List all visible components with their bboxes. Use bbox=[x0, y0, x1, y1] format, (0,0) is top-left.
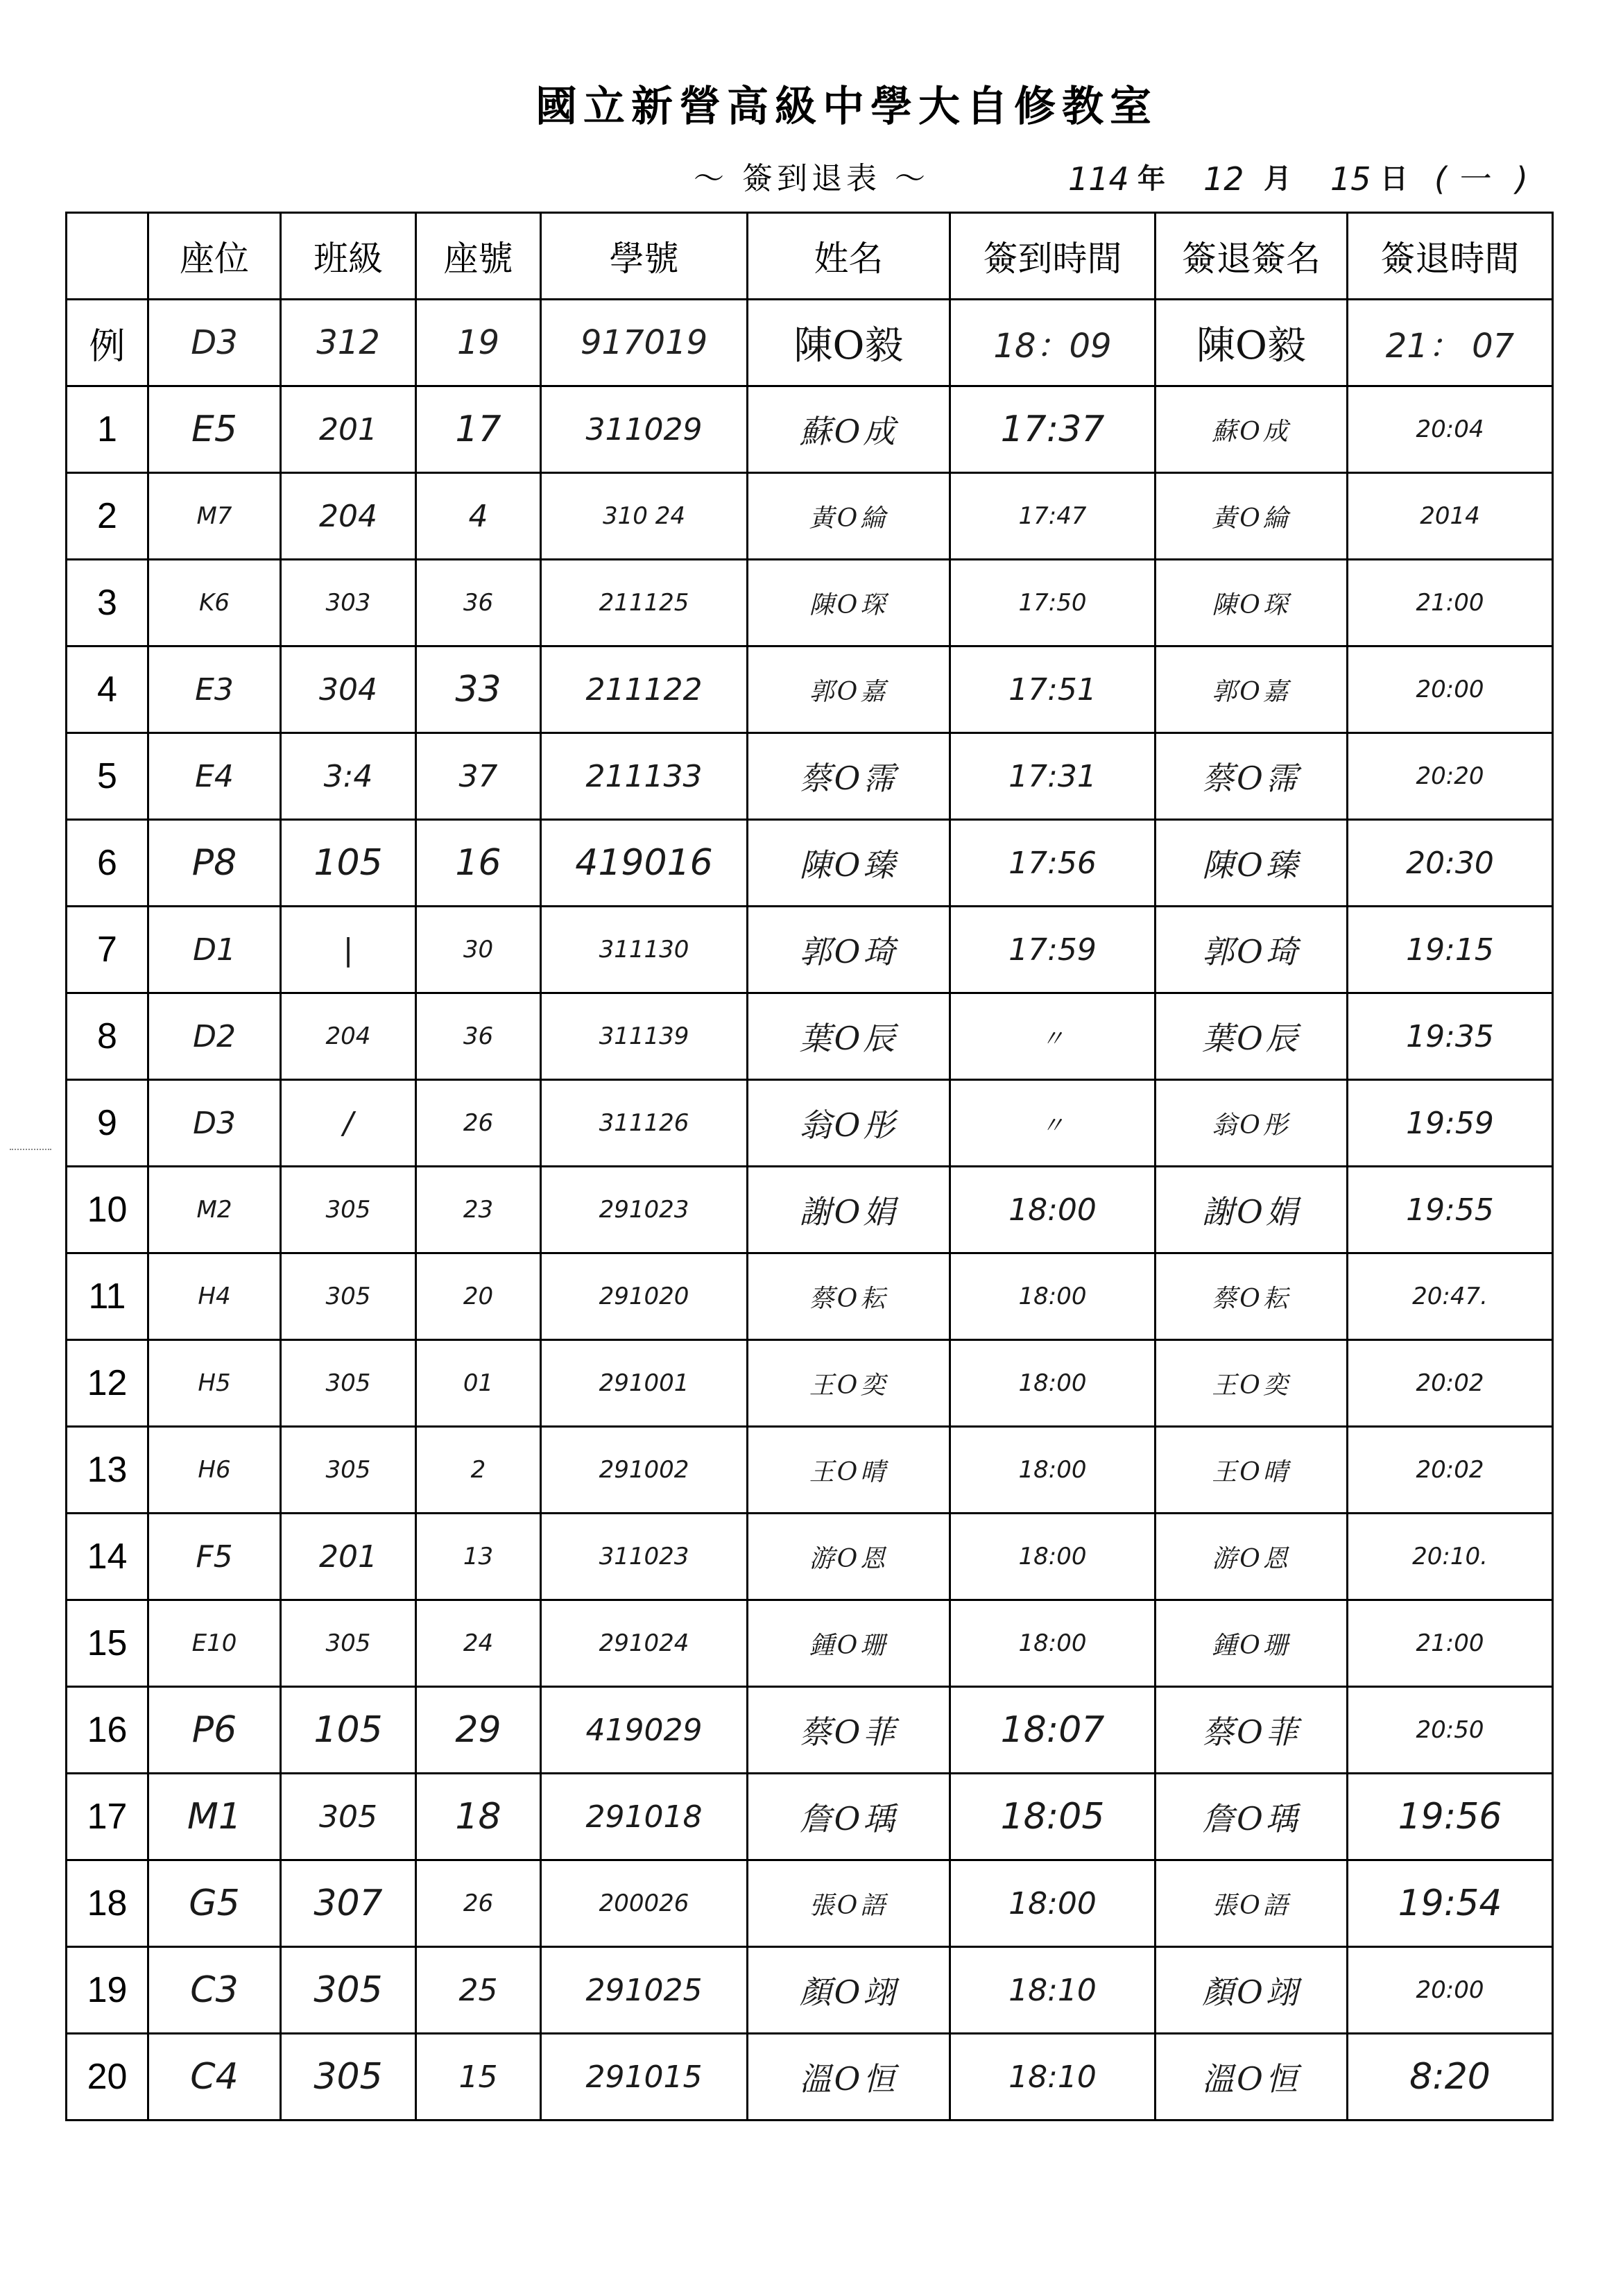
row-index: 18 bbox=[67, 1860, 148, 1947]
row-index: 16 bbox=[67, 1687, 148, 1774]
student-id-cell[interactable]: 311023 bbox=[541, 1514, 748, 1600]
seat-cell[interactable]: H6 bbox=[148, 1427, 281, 1514]
seat-cell[interactable]: P6 bbox=[148, 1687, 281, 1774]
checkout-time-cell[interactable]: 21:00 bbox=[1348, 560, 1553, 646]
student-id-cell[interactable]: 291023 bbox=[541, 1167, 748, 1253]
sheet-title: 國立新營高級中學大自修教室 bbox=[535, 83, 1158, 131]
name-cell[interactable]: 王O晴 bbox=[748, 1427, 950, 1514]
class-cell[interactable]: 305 bbox=[281, 1427, 416, 1514]
number-cell[interactable]: 2 bbox=[416, 1427, 541, 1514]
class-cell[interactable]: 201 bbox=[281, 386, 416, 473]
student-id-cell[interactable]: 200026 bbox=[541, 1860, 748, 1947]
name-cell[interactable]: 詹O瑀 bbox=[748, 1774, 950, 1860]
seat-cell[interactable]: G5 bbox=[148, 1860, 281, 1947]
number-cell[interactable]: 26 bbox=[416, 1860, 541, 1947]
row-index: 13 bbox=[67, 1427, 148, 1514]
table-row bbox=[67, 1860, 1553, 1947]
checkout-signature-cell[interactable]: 蘇O成 bbox=[1156, 386, 1348, 473]
example-name: 陳O毅 bbox=[748, 300, 950, 386]
checkin-time-cell[interactable]: 〃 bbox=[950, 1080, 1156, 1167]
table-row bbox=[67, 733, 1553, 820]
student-id-cell[interactable]: 311130 bbox=[541, 907, 748, 993]
row-index: 1 bbox=[67, 386, 148, 473]
example-seat: D3 bbox=[148, 300, 281, 386]
table-row bbox=[67, 1080, 1553, 1167]
checkout-signature-cell[interactable]: 溫O恒 bbox=[1156, 2034, 1348, 2121]
class-cell[interactable]: 307 bbox=[281, 1860, 416, 1947]
seat-cell[interactable]: D1 bbox=[148, 907, 281, 993]
table-row bbox=[67, 1947, 1553, 2034]
row-index: 11 bbox=[67, 1253, 148, 1340]
table-row bbox=[67, 2034, 1553, 2121]
student-id-cell[interactable]: 291024 bbox=[541, 1600, 748, 1687]
student-id-cell[interactable]: 419029 bbox=[541, 1687, 748, 1774]
seat-cell[interactable]: E10 bbox=[148, 1600, 281, 1687]
seat-cell[interactable]: C4 bbox=[148, 2034, 281, 2121]
table-row bbox=[67, 907, 1553, 993]
number-cell[interactable]: 29 bbox=[416, 1687, 541, 1774]
row-index: 12 bbox=[67, 1340, 148, 1427]
name-cell[interactable]: 葉O辰 bbox=[748, 993, 950, 1080]
table-row bbox=[67, 1774, 1553, 1860]
seat-cell[interactable]: C3 bbox=[148, 1947, 281, 2034]
checkout-time-cell[interactable]: 20:02 bbox=[1348, 1427, 1553, 1514]
name-cell[interactable]: 蘇O成 bbox=[748, 386, 950, 473]
date-month: 12 bbox=[1203, 160, 1244, 198]
name-cell[interactable]: 郭O嘉 bbox=[748, 646, 950, 733]
checkout-signature-cell[interactable]: 郭O琦 bbox=[1156, 907, 1348, 993]
table-row bbox=[67, 820, 1553, 907]
number-cell[interactable]: 33 bbox=[416, 646, 541, 733]
checkin-time-cell[interactable]: 18:00 bbox=[950, 1514, 1156, 1600]
table-row bbox=[67, 1340, 1553, 1427]
header-seat: 座位 bbox=[148, 213, 281, 300]
example-number: 19 bbox=[416, 300, 541, 386]
student-id-cell[interactable]: 310 24 bbox=[541, 473, 748, 560]
checkin-time-cell[interactable]: 17:50 bbox=[950, 560, 1156, 646]
checkout-signature-cell[interactable]: 陳O琛 bbox=[1156, 560, 1348, 646]
number-cell[interactable]: 23 bbox=[416, 1167, 541, 1253]
checkout-signature-cell[interactable]: 游O恩 bbox=[1156, 1514, 1348, 1600]
date-weekday-close: ) bbox=[1515, 160, 1528, 198]
seat-cell[interactable]: K6 bbox=[148, 560, 281, 646]
seat-cell[interactable]: H5 bbox=[148, 1340, 281, 1427]
seat-cell[interactable]: E4 bbox=[148, 733, 281, 820]
row-index: 15 bbox=[67, 1600, 148, 1687]
checkout-time-cell[interactable]: 20:47. bbox=[1348, 1253, 1553, 1340]
table-row bbox=[67, 386, 1553, 473]
row-index: 2 bbox=[67, 473, 148, 560]
checkout-time-cell[interactable]: 20:10. bbox=[1348, 1514, 1553, 1600]
number-cell[interactable]: 13 bbox=[416, 1514, 541, 1600]
name-cell[interactable]: 謝O娟 bbox=[748, 1167, 950, 1253]
checkout-time-cell[interactable]: 20:50 bbox=[1348, 1687, 1553, 1774]
name-cell[interactable]: 蔡O菲 bbox=[748, 1687, 950, 1774]
number-cell[interactable]: 36 bbox=[416, 560, 541, 646]
checkout-signature-cell[interactable]: 蔡O霈 bbox=[1156, 733, 1348, 820]
class-cell[interactable]: 303 bbox=[281, 560, 416, 646]
signin-table bbox=[65, 212, 1554, 2121]
class-cell[interactable]: 204 bbox=[281, 993, 416, 1080]
checkout-time-cell[interactable]: 19:59 bbox=[1348, 1080, 1553, 1167]
number-cell[interactable]: 16 bbox=[416, 820, 541, 907]
checkout-time-cell[interactable]: 20:00 bbox=[1348, 1947, 1553, 2034]
checkin-time-cell[interactable]: 18:00 bbox=[950, 1167, 1156, 1253]
checkout-signature-cell[interactable]: 王O晴 bbox=[1156, 1427, 1348, 1514]
header-index bbox=[67, 213, 148, 300]
class-cell[interactable]: 105 bbox=[281, 1687, 416, 1774]
seat-cell[interactable]: M1 bbox=[148, 1774, 281, 1860]
row-index: 9 bbox=[67, 1080, 148, 1167]
class-cell[interactable]: 304 bbox=[281, 646, 416, 733]
student-id-cell[interactable]: 419016 bbox=[541, 820, 748, 907]
name-cell[interactable]: 蔡O耘 bbox=[748, 1253, 950, 1340]
table-row bbox=[67, 1687, 1553, 1774]
checkout-time-cell[interactable]: 19:54 bbox=[1348, 1860, 1553, 1947]
seat-cell[interactable]: F5 bbox=[148, 1514, 281, 1600]
table-row bbox=[67, 646, 1553, 733]
student-id-cell[interactable]: 291025 bbox=[541, 1947, 748, 2034]
checkin-time-cell[interactable]: 18:00 bbox=[950, 1340, 1156, 1427]
example-checkin-time: 18：09 bbox=[950, 300, 1156, 386]
class-cell[interactable]: 305 bbox=[281, 1600, 416, 1687]
number-cell[interactable]: 20 bbox=[416, 1253, 541, 1340]
table-row bbox=[67, 1427, 1553, 1514]
checkout-signature-cell[interactable]: 張O語 bbox=[1156, 1860, 1348, 1947]
row-index: 7 bbox=[67, 907, 148, 993]
example-checkout-signature: 陳O毅 bbox=[1156, 300, 1348, 386]
table-row bbox=[67, 1167, 1553, 1253]
checkout-signature-cell[interactable]: 蔡O菲 bbox=[1156, 1687, 1348, 1774]
row-index: 8 bbox=[67, 993, 148, 1080]
number-cell[interactable]: 4 bbox=[416, 473, 541, 560]
checkout-time-cell[interactable]: 20:00 bbox=[1348, 646, 1553, 733]
checkin-time-cell[interactable]: 18:00 bbox=[950, 1253, 1156, 1340]
student-id-cell[interactable]: 291018 bbox=[541, 1774, 748, 1860]
student-id-cell[interactable]: 311126 bbox=[541, 1080, 748, 1167]
name-cell[interactable]: 張O語 bbox=[748, 1860, 950, 1947]
checkin-time-cell[interactable]: 17:47 bbox=[950, 473, 1156, 560]
checkout-time-cell[interactable]: 19:56 bbox=[1348, 1774, 1553, 1860]
class-cell[interactable]: 305 bbox=[281, 1774, 416, 1860]
seat-cell[interactable]: E3 bbox=[148, 646, 281, 733]
number-cell[interactable]: 26 bbox=[416, 1080, 541, 1167]
checkout-signature-cell[interactable]: 顏O翊 bbox=[1156, 1947, 1348, 2034]
checkout-signature-cell[interactable]: 鍾O珊 bbox=[1156, 1600, 1348, 1687]
row-index: 5 bbox=[67, 733, 148, 820]
name-cell[interactable]: 游O恩 bbox=[748, 1514, 950, 1600]
header-checkout-time: 簽退時間 bbox=[1348, 213, 1553, 300]
seat-cell[interactable]: M2 bbox=[148, 1167, 281, 1253]
checkin-time-cell[interactable]: 18:00 bbox=[950, 1600, 1156, 1687]
number-cell[interactable]: 25 bbox=[416, 1947, 541, 2034]
checkout-signature-cell[interactable]: 翁O彤 bbox=[1156, 1080, 1348, 1167]
checkout-time-cell[interactable]: 19:55 bbox=[1348, 1167, 1553, 1253]
seat-cell[interactable]: M7 bbox=[148, 473, 281, 560]
name-cell[interactable]: 陳O琛 bbox=[748, 560, 950, 646]
name-cell[interactable]: 溫O恒 bbox=[748, 2034, 950, 2121]
checkin-time-cell[interactable]: 17:37 bbox=[950, 386, 1156, 473]
checkout-signature-cell[interactable]: 黃O綸 bbox=[1156, 473, 1348, 560]
number-cell[interactable]: 01 bbox=[416, 1340, 541, 1427]
header-checkin-time: 簽到時間 bbox=[950, 213, 1156, 300]
checkin-time-cell[interactable]: 18:07 bbox=[950, 1687, 1156, 1774]
class-cell[interactable]: 305 bbox=[281, 1340, 416, 1427]
table-row bbox=[67, 1600, 1553, 1687]
example-label: 例 bbox=[67, 300, 148, 386]
example-student-id: 917019 bbox=[541, 300, 748, 386]
table-row bbox=[67, 560, 1553, 646]
name-cell[interactable]: 黃O綸 bbox=[748, 473, 950, 560]
checkout-time-cell[interactable]: 20:30 bbox=[1348, 820, 1553, 907]
number-cell[interactable]: 24 bbox=[416, 1600, 541, 1687]
checkin-time-cell[interactable]: 18:00 bbox=[950, 1427, 1156, 1514]
date-day-label: 日 bbox=[1380, 162, 1408, 195]
student-id-cell[interactable]: 291002 bbox=[541, 1427, 748, 1514]
table-row bbox=[67, 1514, 1553, 1600]
checkout-signature-cell[interactable]: 陳O臻 bbox=[1156, 820, 1348, 907]
header-student-id: 學號 bbox=[541, 213, 748, 300]
row-index: 4 bbox=[67, 646, 148, 733]
number-cell[interactable]: 36 bbox=[416, 993, 541, 1080]
checkin-time-cell[interactable]: 17:31 bbox=[950, 733, 1156, 820]
student-id-cell[interactable]: 291015 bbox=[541, 2034, 748, 2121]
class-cell[interactable]: / bbox=[281, 1080, 416, 1167]
number-cell[interactable]: 18 bbox=[416, 1774, 541, 1860]
class-cell[interactable]: 305 bbox=[281, 1167, 416, 1253]
checkin-time-cell[interactable]: 18:00 bbox=[950, 1860, 1156, 1947]
student-id-cell[interactable]: 311139 bbox=[541, 993, 748, 1080]
row-index: 20 bbox=[67, 2034, 148, 2121]
checkin-time-cell[interactable]: 17:59 bbox=[950, 907, 1156, 993]
number-cell[interactable]: 15 bbox=[416, 2034, 541, 2121]
name-cell[interactable]: 王O奕 bbox=[748, 1340, 950, 1427]
number-cell[interactable]: 17 bbox=[416, 386, 541, 473]
student-id-cell[interactable]: 211122 bbox=[541, 646, 748, 733]
header-checkout-signature: 簽退簽名 bbox=[1156, 213, 1348, 300]
class-cell[interactable]: 305 bbox=[281, 2034, 416, 2121]
table-row bbox=[67, 473, 1553, 560]
checkout-time-cell[interactable]: 20:02 bbox=[1348, 1340, 1553, 1427]
sheet-subtitle: ～ 簽到退表 ～ bbox=[694, 161, 929, 196]
checkout-time-cell[interactable]: 19:15 bbox=[1348, 907, 1553, 993]
header-class: 班級 bbox=[281, 213, 416, 300]
checkout-signature-cell[interactable]: 王O奕 bbox=[1156, 1340, 1348, 1427]
checkout-time-cell[interactable]: 20:04 bbox=[1348, 386, 1553, 473]
class-cell[interactable]: | bbox=[281, 907, 416, 993]
table-row bbox=[67, 993, 1553, 1080]
name-cell[interactable]: 郭O琦 bbox=[748, 907, 950, 993]
date-year-label: 年 bbox=[1137, 162, 1165, 195]
date-day: 15 bbox=[1330, 160, 1371, 198]
name-cell[interactable]: 翁O彤 bbox=[748, 1080, 950, 1167]
row-index: 17 bbox=[67, 1774, 148, 1860]
row-index: 14 bbox=[67, 1514, 148, 1600]
table-row bbox=[67, 1253, 1553, 1340]
student-id-cell[interactable]: 211133 bbox=[541, 733, 748, 820]
name-cell[interactable]: 鍾O珊 bbox=[748, 1600, 950, 1687]
row-index: 3 bbox=[67, 560, 148, 646]
checkout-time-cell[interactable]: 2014 bbox=[1348, 473, 1553, 560]
checkin-time-cell[interactable]: 18:10 bbox=[950, 1947, 1156, 2034]
seat-cell[interactable]: E5 bbox=[148, 386, 281, 473]
header-name: 姓名 bbox=[748, 213, 950, 300]
date-year: 114 bbox=[1068, 160, 1129, 198]
header-number: 座號 bbox=[416, 213, 541, 300]
student-id-cell[interactable]: 211125 bbox=[541, 560, 748, 646]
checkout-signature-cell[interactable]: 蔡O耘 bbox=[1156, 1253, 1348, 1340]
example-row bbox=[67, 300, 1553, 386]
checkout-time-cell[interactable]: 20:20 bbox=[1348, 733, 1553, 820]
example-checkout-time: 21： 07 bbox=[1348, 300, 1553, 386]
checkin-time-cell[interactable]: 17:51 bbox=[950, 646, 1156, 733]
checkout-time-cell[interactable]: 8:20 bbox=[1348, 2034, 1553, 2121]
class-cell[interactable]: 3:4 bbox=[281, 733, 416, 820]
class-cell[interactable]: 305 bbox=[281, 1947, 416, 2034]
student-id-cell[interactable]: 291001 bbox=[541, 1340, 748, 1427]
checkout-time-cell[interactable]: 21:00 bbox=[1348, 1600, 1553, 1687]
seat-cell[interactable]: D2 bbox=[148, 993, 281, 1080]
checkin-time-cell[interactable]: 18:05 bbox=[950, 1774, 1156, 1860]
checkin-time-cell[interactable]: 〃 bbox=[950, 993, 1156, 1080]
name-cell[interactable]: 顏O翊 bbox=[748, 1947, 950, 2034]
checkout-signature-cell[interactable]: 葉O辰 bbox=[1156, 993, 1348, 1080]
class-cell[interactable]: 305 bbox=[281, 1253, 416, 1340]
row-index: 10 bbox=[67, 1167, 148, 1253]
class-cell[interactable]: 105 bbox=[281, 820, 416, 907]
seat-cell[interactable]: P8 bbox=[148, 820, 281, 907]
row-index: 19 bbox=[67, 1947, 148, 2034]
date-month-label: 月 bbox=[1264, 162, 1291, 195]
checkin-time-cell[interactable]: 18:10 bbox=[950, 2034, 1156, 2121]
table-header-row bbox=[67, 213, 1553, 300]
date-weekday: 一 bbox=[1457, 160, 1488, 198]
checkout-signature-cell[interactable]: 詹O瑀 bbox=[1156, 1774, 1348, 1860]
scan-artifact-line bbox=[10, 1149, 51, 1150]
class-cell[interactable]: 201 bbox=[281, 1514, 416, 1600]
row-index: 6 bbox=[67, 820, 148, 907]
checkout-time-cell[interactable]: 19:35 bbox=[1348, 993, 1553, 1080]
seat-cell[interactable]: D3 bbox=[148, 1080, 281, 1167]
name-cell[interactable]: 陳O臻 bbox=[748, 820, 950, 907]
number-cell[interactable]: 37 bbox=[416, 733, 541, 820]
checkout-signature-cell[interactable]: 謝O娟 bbox=[1156, 1167, 1348, 1253]
class-cell[interactable]: 204 bbox=[281, 473, 416, 560]
checkin-time-cell[interactable]: 17:56 bbox=[950, 820, 1156, 907]
example-class: 312 bbox=[281, 300, 416, 386]
seat-cell[interactable]: H4 bbox=[148, 1253, 281, 1340]
student-id-cell[interactable]: 291020 bbox=[541, 1253, 748, 1340]
student-id-cell[interactable]: 311029 bbox=[541, 386, 748, 473]
checkout-signature-cell[interactable]: 郭O嘉 bbox=[1156, 646, 1348, 733]
date-weekday-open: ( bbox=[1434, 160, 1447, 198]
name-cell[interactable]: 蔡O霈 bbox=[748, 733, 950, 820]
number-cell[interactable]: 30 bbox=[416, 907, 541, 993]
